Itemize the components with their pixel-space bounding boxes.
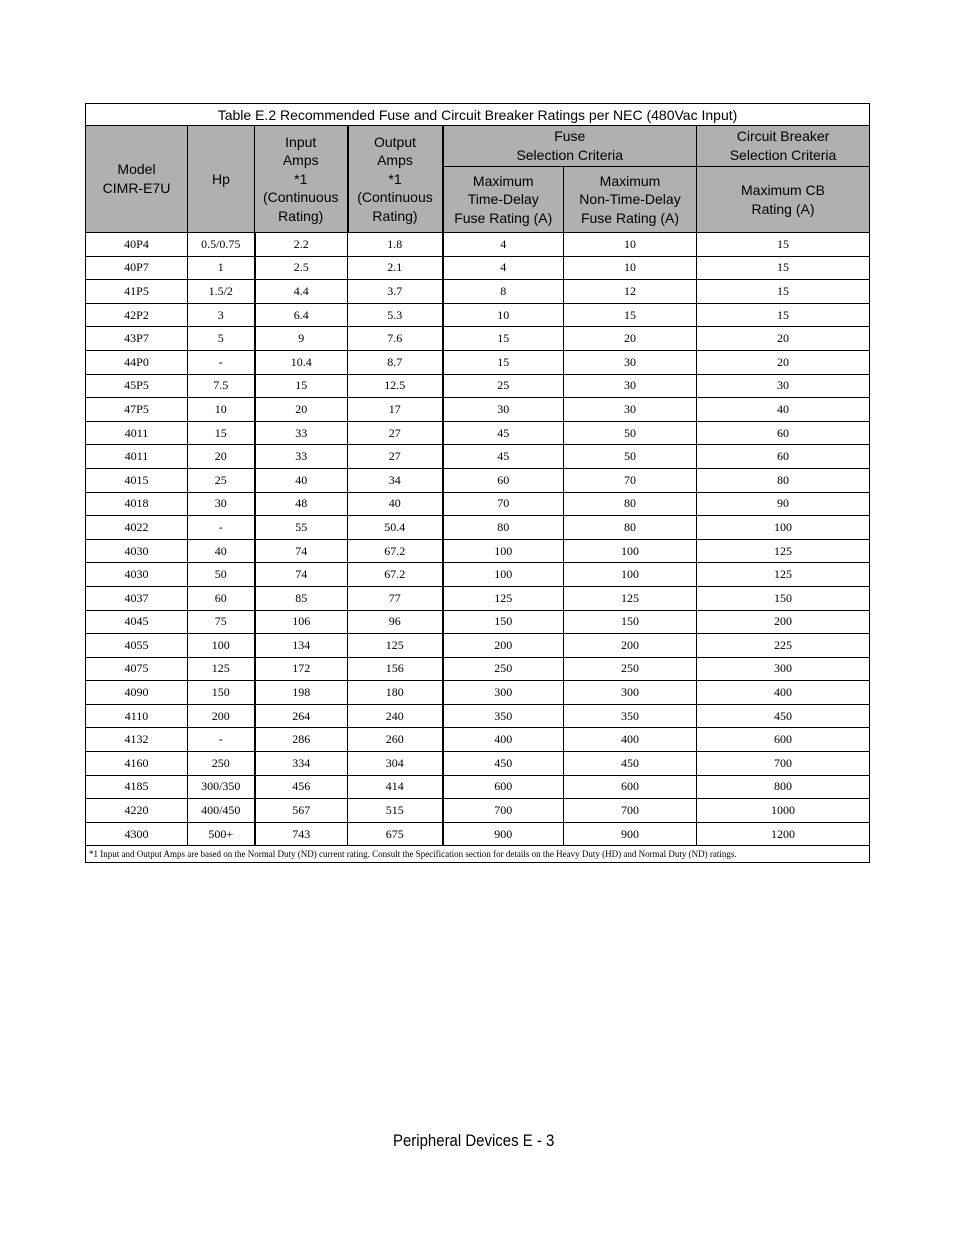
cell-max-time-delay-fuse: 70	[443, 492, 564, 516]
cell-input-amps: 198	[255, 681, 348, 705]
cell-output-amps: 304	[348, 752, 443, 776]
table-row	[86, 610, 870, 634]
cell-max-time-delay-fuse: 4	[443, 256, 564, 280]
header-max-non-time-delay: Maximum Non-Time-Delay Fuse Rating (A)	[564, 167, 697, 233]
cell-model: 44P0	[86, 350, 188, 374]
header-output-amps: Output Amps *1 (Continuous Rating)	[348, 126, 443, 233]
cell-max-cb: 125	[697, 563, 870, 587]
cell-output-amps: 515	[348, 799, 443, 823]
cell-output-amps: 5.3	[348, 303, 443, 327]
cell-max-non-time-delay-fuse: 900	[564, 822, 697, 846]
cell-output-amps: 77	[348, 586, 443, 610]
cell-hp: 100	[188, 634, 255, 658]
cell-output-amps: 27	[348, 445, 443, 469]
cell-model: 40P4	[86, 233, 188, 257]
cell-max-time-delay-fuse: 700	[443, 799, 564, 823]
cell-max-non-time-delay-fuse: 12	[564, 280, 697, 304]
cell-input-amps: 40	[255, 468, 348, 492]
cell-max-cb: 90	[697, 492, 870, 516]
cell-input-amps: 334	[255, 752, 348, 776]
cell-input-amps: 15	[255, 374, 348, 398]
cell-input-amps: 2.2	[255, 233, 348, 257]
cell-hp: -	[188, 350, 255, 374]
cell-hp: 300/350	[188, 775, 255, 799]
cell-max-non-time-delay-fuse: 80	[564, 492, 697, 516]
cell-model: 4132	[86, 728, 188, 752]
cell-model: 42P2	[86, 303, 188, 327]
cell-model: 4018	[86, 492, 188, 516]
cell-input-amps: 264	[255, 704, 348, 728]
cell-max-time-delay-fuse: 100	[443, 539, 564, 563]
table-row	[86, 398, 870, 422]
cell-model: 47P5	[86, 398, 188, 422]
cell-max-time-delay-fuse: 200	[443, 634, 564, 658]
cell-model: 4030	[86, 563, 188, 587]
cell-max-non-time-delay-fuse: 100	[564, 539, 697, 563]
table-row	[86, 492, 870, 516]
table-row	[86, 752, 870, 776]
cell-output-amps: 3.7	[348, 280, 443, 304]
cell-hp: 500+	[188, 822, 255, 846]
cell-max-cb: 450	[697, 704, 870, 728]
cell-max-non-time-delay-fuse: 10	[564, 233, 697, 257]
cell-max-cb: 300	[697, 657, 870, 681]
cell-max-time-delay-fuse: 15	[443, 327, 564, 351]
cell-hp: 60	[188, 586, 255, 610]
cell-output-amps: 8.7	[348, 350, 443, 374]
cell-max-non-time-delay-fuse: 20	[564, 327, 697, 351]
cell-hp: 40	[188, 539, 255, 563]
cell-max-time-delay-fuse: 4	[443, 233, 564, 257]
cell-hp: 400/450	[188, 799, 255, 823]
cell-output-amps: 17	[348, 398, 443, 422]
cell-model: 40P7	[86, 256, 188, 280]
cell-input-amps: 74	[255, 539, 348, 563]
cell-max-time-delay-fuse: 300	[443, 681, 564, 705]
table-row	[86, 822, 870, 846]
cell-input-amps: 33	[255, 421, 348, 445]
cell-hp: 200	[188, 704, 255, 728]
cell-output-amps: 240	[348, 704, 443, 728]
cell-max-time-delay-fuse: 600	[443, 775, 564, 799]
cell-input-amps: 10.4	[255, 350, 348, 374]
cell-model: 4022	[86, 516, 188, 540]
table-row	[86, 586, 870, 610]
header-hp: Hp	[188, 126, 255, 233]
cell-max-time-delay-fuse: 30	[443, 398, 564, 422]
table-row	[86, 468, 870, 492]
cell-max-cb: 800	[697, 775, 870, 799]
cell-model: 4055	[86, 634, 188, 658]
cell-max-cb: 200	[697, 610, 870, 634]
cell-max-time-delay-fuse: 45	[443, 421, 564, 445]
table-row	[86, 728, 870, 752]
table-row	[86, 327, 870, 351]
cell-max-cb: 15	[697, 233, 870, 257]
table-row	[86, 704, 870, 728]
cell-input-amps: 9	[255, 327, 348, 351]
cell-max-cb: 150	[697, 586, 870, 610]
cell-input-amps: 567	[255, 799, 348, 823]
cell-max-time-delay-fuse: 900	[443, 822, 564, 846]
cell-output-amps: 12.5	[348, 374, 443, 398]
fuse-breaker-table	[85, 103, 870, 863]
cell-input-amps: 456	[255, 775, 348, 799]
cell-max-cb: 700	[697, 752, 870, 776]
header-input-amps: Input Amps *1 (Continuous Rating)	[255, 126, 348, 233]
cell-hp: -	[188, 728, 255, 752]
cell-max-cb: 60	[697, 445, 870, 469]
cell-max-non-time-delay-fuse: 400	[564, 728, 697, 752]
cell-input-amps: 172	[255, 657, 348, 681]
cell-max-cb: 125	[697, 539, 870, 563]
cell-max-time-delay-fuse: 45	[443, 445, 564, 469]
cell-output-amps: 414	[348, 775, 443, 799]
cell-max-time-delay-fuse: 25	[443, 374, 564, 398]
table-row	[86, 374, 870, 398]
header-max-time-delay: Maximum Time-Delay Fuse Rating (A)	[443, 167, 564, 233]
cell-max-time-delay-fuse: 450	[443, 752, 564, 776]
cell-model: 45P5	[86, 374, 188, 398]
cell-output-amps: 67.2	[348, 539, 443, 563]
cell-model: 41P5	[86, 280, 188, 304]
cell-hp: 5	[188, 327, 255, 351]
cell-hp: 20	[188, 445, 255, 469]
cell-max-time-delay-fuse: 250	[443, 657, 564, 681]
cell-max-cb: 600	[697, 728, 870, 752]
table-row	[86, 350, 870, 374]
table-row	[86, 775, 870, 799]
cell-input-amps: 85	[255, 586, 348, 610]
cell-input-amps: 48	[255, 492, 348, 516]
cell-max-cb: 40	[697, 398, 870, 422]
cell-hp: 125	[188, 657, 255, 681]
cell-max-non-time-delay-fuse: 50	[564, 445, 697, 469]
cell-max-non-time-delay-fuse: 150	[564, 610, 697, 634]
cell-input-amps: 2.5	[255, 256, 348, 280]
cell-model: 4011	[86, 421, 188, 445]
cell-max-time-delay-fuse: 400	[443, 728, 564, 752]
cell-max-cb: 60	[697, 421, 870, 445]
table-row	[86, 303, 870, 327]
cell-output-amps: 156	[348, 657, 443, 681]
cell-hp: -	[188, 516, 255, 540]
cell-max-time-delay-fuse: 350	[443, 704, 564, 728]
cell-max-non-time-delay-fuse: 300	[564, 681, 697, 705]
cell-output-amps: 40	[348, 492, 443, 516]
cell-max-non-time-delay-fuse: 15	[564, 303, 697, 327]
table-row	[86, 681, 870, 705]
cell-hp: 10	[188, 398, 255, 422]
cell-model: 4037	[86, 586, 188, 610]
cell-model: 4075	[86, 657, 188, 681]
cell-input-amps: 4.4	[255, 280, 348, 304]
cell-hp: 250	[188, 752, 255, 776]
header-max-cb: Maximum CB Rating (A)	[697, 167, 870, 233]
cell-max-time-delay-fuse: 15	[443, 350, 564, 374]
cell-hp: 0.5/0.75	[188, 233, 255, 257]
cell-max-time-delay-fuse: 10	[443, 303, 564, 327]
cell-model: 4030	[86, 539, 188, 563]
cell-input-amps: 743	[255, 822, 348, 846]
cell-max-cb: 400	[697, 681, 870, 705]
cell-output-amps: 50.4	[348, 516, 443, 540]
table-row	[86, 799, 870, 823]
table-row	[86, 445, 870, 469]
cell-max-time-delay-fuse: 125	[443, 586, 564, 610]
cell-input-amps: 106	[255, 610, 348, 634]
cell-max-cb: 30	[697, 374, 870, 398]
cell-max-time-delay-fuse: 8	[443, 280, 564, 304]
table-row	[86, 256, 870, 280]
cell-max-non-time-delay-fuse: 80	[564, 516, 697, 540]
cell-output-amps: 675	[348, 822, 443, 846]
cell-model: 4185	[86, 775, 188, 799]
cell-max-cb: 1200	[697, 822, 870, 846]
cell-model: 4045	[86, 610, 188, 634]
cell-max-cb: 20	[697, 327, 870, 351]
cell-input-amps: 134	[255, 634, 348, 658]
cell-max-non-time-delay-fuse: 350	[564, 704, 697, 728]
cell-max-time-delay-fuse: 150	[443, 610, 564, 634]
cell-max-non-time-delay-fuse: 125	[564, 586, 697, 610]
table-row	[86, 539, 870, 563]
table-row	[86, 634, 870, 658]
cell-max-cb: 80	[697, 468, 870, 492]
cell-max-non-time-delay-fuse: 600	[564, 775, 697, 799]
cell-input-amps: 286	[255, 728, 348, 752]
cell-max-non-time-delay-fuse: 30	[564, 350, 697, 374]
cell-hp: 75	[188, 610, 255, 634]
cell-output-amps: 7.6	[348, 327, 443, 351]
table-footnote: *1 Input and Output Amps are based on the Normal Duty (ND) current rating. Consult the Specification section for details on the Heavy Duty (HD) and Normal Duty (ND) ratings.	[86, 846, 870, 863]
cell-model: 4011	[86, 445, 188, 469]
cell-input-amps: 55	[255, 516, 348, 540]
cell-max-non-time-delay-fuse: 450	[564, 752, 697, 776]
table-title: Table E.2 Recommended Fuse and Circuit Breaker Ratings per NEC (480Vac Input)	[86, 104, 870, 126]
cell-max-non-time-delay-fuse: 10	[564, 256, 697, 280]
cell-max-non-time-delay-fuse: 50	[564, 421, 697, 445]
table-row	[86, 657, 870, 681]
cell-model: 43P7	[86, 327, 188, 351]
cell-output-amps: 180	[348, 681, 443, 705]
cell-output-amps: 260	[348, 728, 443, 752]
cell-max-non-time-delay-fuse: 30	[564, 398, 697, 422]
cell-hp: 7.5	[188, 374, 255, 398]
cell-hp: 1	[188, 256, 255, 280]
cell-hp: 15	[188, 421, 255, 445]
table-row	[86, 516, 870, 540]
cell-output-amps: 34	[348, 468, 443, 492]
cell-input-amps: 20	[255, 398, 348, 422]
cell-output-amps: 125	[348, 634, 443, 658]
cell-output-amps: 67.2	[348, 563, 443, 587]
cell-hp: 1.5/2	[188, 280, 255, 304]
cell-hp: 30	[188, 492, 255, 516]
cell-input-amps: 74	[255, 563, 348, 587]
cell-max-cb: 15	[697, 303, 870, 327]
cell-output-amps: 27	[348, 421, 443, 445]
cell-max-non-time-delay-fuse: 70	[564, 468, 697, 492]
cell-max-time-delay-fuse: 100	[443, 563, 564, 587]
cell-max-time-delay-fuse: 80	[443, 516, 564, 540]
table-row	[86, 421, 870, 445]
cell-model: 4090	[86, 681, 188, 705]
cell-model: 4015	[86, 468, 188, 492]
cell-model: 4220	[86, 799, 188, 823]
cell-output-amps: 96	[348, 610, 443, 634]
cell-max-cb: 20	[697, 350, 870, 374]
cell-model: 4300	[86, 822, 188, 846]
cell-output-amps: 1.8	[348, 233, 443, 257]
header-cb-group: Circuit Breaker Selection Criteria	[697, 126, 870, 167]
header-fuse-group: Fuse Selection Criteria	[443, 126, 697, 167]
cell-model: 4110	[86, 704, 188, 728]
page-footer: Peripheral Devices E - 3	[393, 1131, 555, 1150]
cell-input-amps: 33	[255, 445, 348, 469]
table-row	[86, 563, 870, 587]
cell-max-cb: 15	[697, 256, 870, 280]
cell-max-non-time-delay-fuse: 30	[564, 374, 697, 398]
cell-max-cb: 100	[697, 516, 870, 540]
header-model: Model CIMR-E7U	[86, 126, 188, 233]
cell-max-cb: 15	[697, 280, 870, 304]
cell-hp: 50	[188, 563, 255, 587]
cell-hp: 150	[188, 681, 255, 705]
table-row	[86, 280, 870, 304]
cell-hp: 3	[188, 303, 255, 327]
cell-max-non-time-delay-fuse: 700	[564, 799, 697, 823]
cell-max-non-time-delay-fuse: 250	[564, 657, 697, 681]
cell-max-cb: 225	[697, 634, 870, 658]
cell-max-cb: 1000	[697, 799, 870, 823]
cell-max-time-delay-fuse: 60	[443, 468, 564, 492]
cell-max-non-time-delay-fuse: 100	[564, 563, 697, 587]
cell-input-amps: 6.4	[255, 303, 348, 327]
table-row	[86, 233, 870, 257]
cell-model: 4160	[86, 752, 188, 776]
cell-hp: 25	[188, 468, 255, 492]
cell-output-amps: 2.1	[348, 256, 443, 280]
cell-max-non-time-delay-fuse: 200	[564, 634, 697, 658]
